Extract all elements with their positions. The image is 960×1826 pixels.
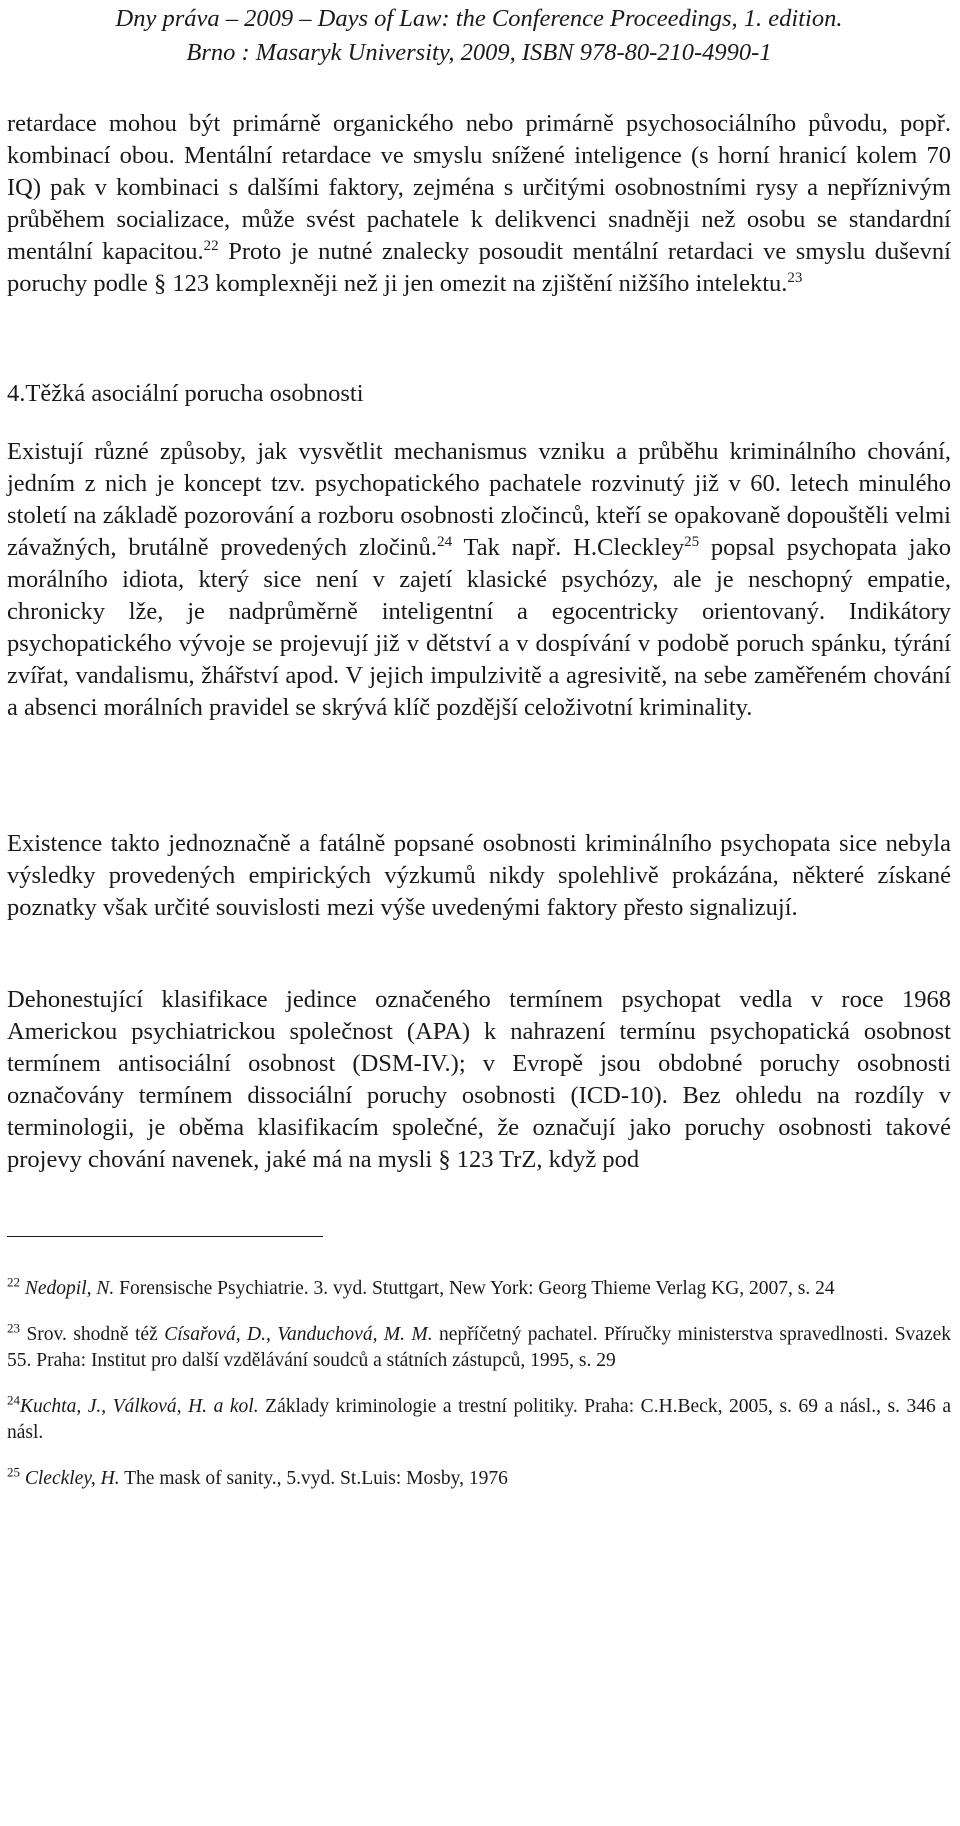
paragraph-2-text-a: Existují různé způsoby, jak vysvětlit mechanismus vzniku a průběhu kriminálního chování, jedním z nich je koncept tzv. psychopatického pachatele rozvinutý již v 60. letech minulého století na základě pozorování a rozboru osobnosti zločinců, kteří se opakovaně dopouštěli velmi závažných, brutálně provedených zločinů. xyxy=(7,438,951,561)
footnote-25 xyxy=(7,1466,951,1492)
footnote-ref-22[interactable]: 22 xyxy=(203,237,219,254)
footnote-prefix: Srov. shodně též xyxy=(20,1324,165,1345)
header-line-2: Brno : Masaryk University, 2009, ISBN 978-80-210-4990-1 xyxy=(186,39,772,66)
footnote-text: Forensische Psychiatrie. 3. vyd. Stuttgart, New York: Georg Thieme Verlag KG, 2007, s. 24 xyxy=(114,1278,835,1299)
footnote-author: Cleckley, H. xyxy=(24,1468,120,1489)
paragraph-1-text-a: retardace mohou být primárně organického nebo primárně psychosociálního původu, popř. kombinací obou. Mentální retardace ve smyslu snížené inteligence (s horní hranicí kolem 70 IQ) pak v kombinaci s dalšími faktory, zejména s určitými osobnostními rysy a nepříznivým průběhem socializace, může svést pachatele k delikvenci snadněji než osobu se standardní mentální kapacitou. xyxy=(7,110,951,265)
document-page xyxy=(7,0,951,1173)
footnote-text: The mask of sanity., 5.vyd. St.Luis: Mosby, 1976 xyxy=(119,1468,508,1489)
paragraph-1 xyxy=(7,108,951,300)
footnote-text: Základy kriminologie a trestní politiky. Praha: C.H.Beck, 2005, s. 69 a násl., s. 346 a násl. xyxy=(7,1396,952,1443)
footnote-24 xyxy=(7,1394,951,1446)
footnote-number: 22 xyxy=(7,1274,20,1290)
paragraph-1-text-b: Proto je nutné znalecky posoudit mentální retardaci ve smyslu duševní poruchy podle § 123 komplexněji než ji jen omezit na zjištění nižšího intelektu. xyxy=(7,238,951,297)
paragraph-4: Dehonestující klasifikace jedince označeného termínem psychopat vedla v roce 1968 Americkou psychiatrickou společnost (APA) k nahrazení termínu psychopatická osobnost termínem antisociální osobnost (DSM-IV.); v Evropě jsou obdobné poruchy osobnosti označovány termínem dissociální poruchy osobnosti (ICD-10). Bez ohledu na rozdíly v terminologii, je oběma klasifikacím společné, že označují jako poruchy osobnosti takové projevy chování navenek, jaké má na mysli § 123 TrZ, když pod xyxy=(7,986,951,1173)
paragraph-3: Existence takto jednoznačně a fatálně popsané osobnosti kriminálního psychopata sice nebyla výsledky provedených empirických výzkumů nikdy spolehlivě prokázána, některé získané poznatky však určité souvislosti mezi výše uvedenými faktory přesto signalizují. xyxy=(7,830,951,921)
header-line-1: Dny práva – 2009 – Days of Law: the Conference Proceedings, 1. edition. xyxy=(115,5,843,32)
paragraph-2-text-c: popsal psychopata jako morálního idiota, který sice není v zajetí klasické psychózy, ale je neschopný empatie, chronicky lže, je nadprůměrně inteligentní a egocentricky orientovaný. Indikátory psychopatického vývoje se projevují již v dětství a v dospívání v podobě poruch spánku, týrání zvířat, vandalismu, žhářství apod. V jejich impulzivitě a agresivitě, na sebe zaměřeném chování a absenci morálních pravidel se skrývá klíč pozdější celoživotní kriminality. xyxy=(7,534,951,721)
page-header xyxy=(7,0,951,70)
footnote-number: 25 xyxy=(7,1464,20,1480)
footnote-22 xyxy=(7,1276,951,1302)
paragraph-2-text-b: Tak např. H.Cleckley xyxy=(452,534,685,561)
footnote-separator xyxy=(7,1236,323,1237)
footnote-text: nepříčetný pachatel. Příručky ministerstva spravedlnosti. Svazek 55. Praha: Institut pro další vzdělávání soudců a státních zástupců, 1995, s. 29 xyxy=(7,1324,952,1371)
footnote-number: 24 xyxy=(7,1392,20,1408)
paragraph-2 xyxy=(7,436,951,724)
footnote-23 xyxy=(7,1322,951,1374)
footnote-author: Kuchta, J., Válková, H. a kol. xyxy=(20,1396,259,1417)
footnote-author: Nedopil, N. xyxy=(24,1278,115,1299)
footnote-ref-23[interactable]: 23 xyxy=(787,269,803,286)
section-heading: 4.Těžká asociální porucha osobnosti xyxy=(7,380,364,407)
footnotes xyxy=(7,1276,951,1492)
footnote-ref-25[interactable]: 25 xyxy=(684,533,700,550)
footnote-author: Císařová, D., Vanduchová, M. M. xyxy=(164,1324,433,1345)
footnote-ref-24[interactable]: 24 xyxy=(437,533,453,550)
footnote-number: 23 xyxy=(7,1320,20,1336)
